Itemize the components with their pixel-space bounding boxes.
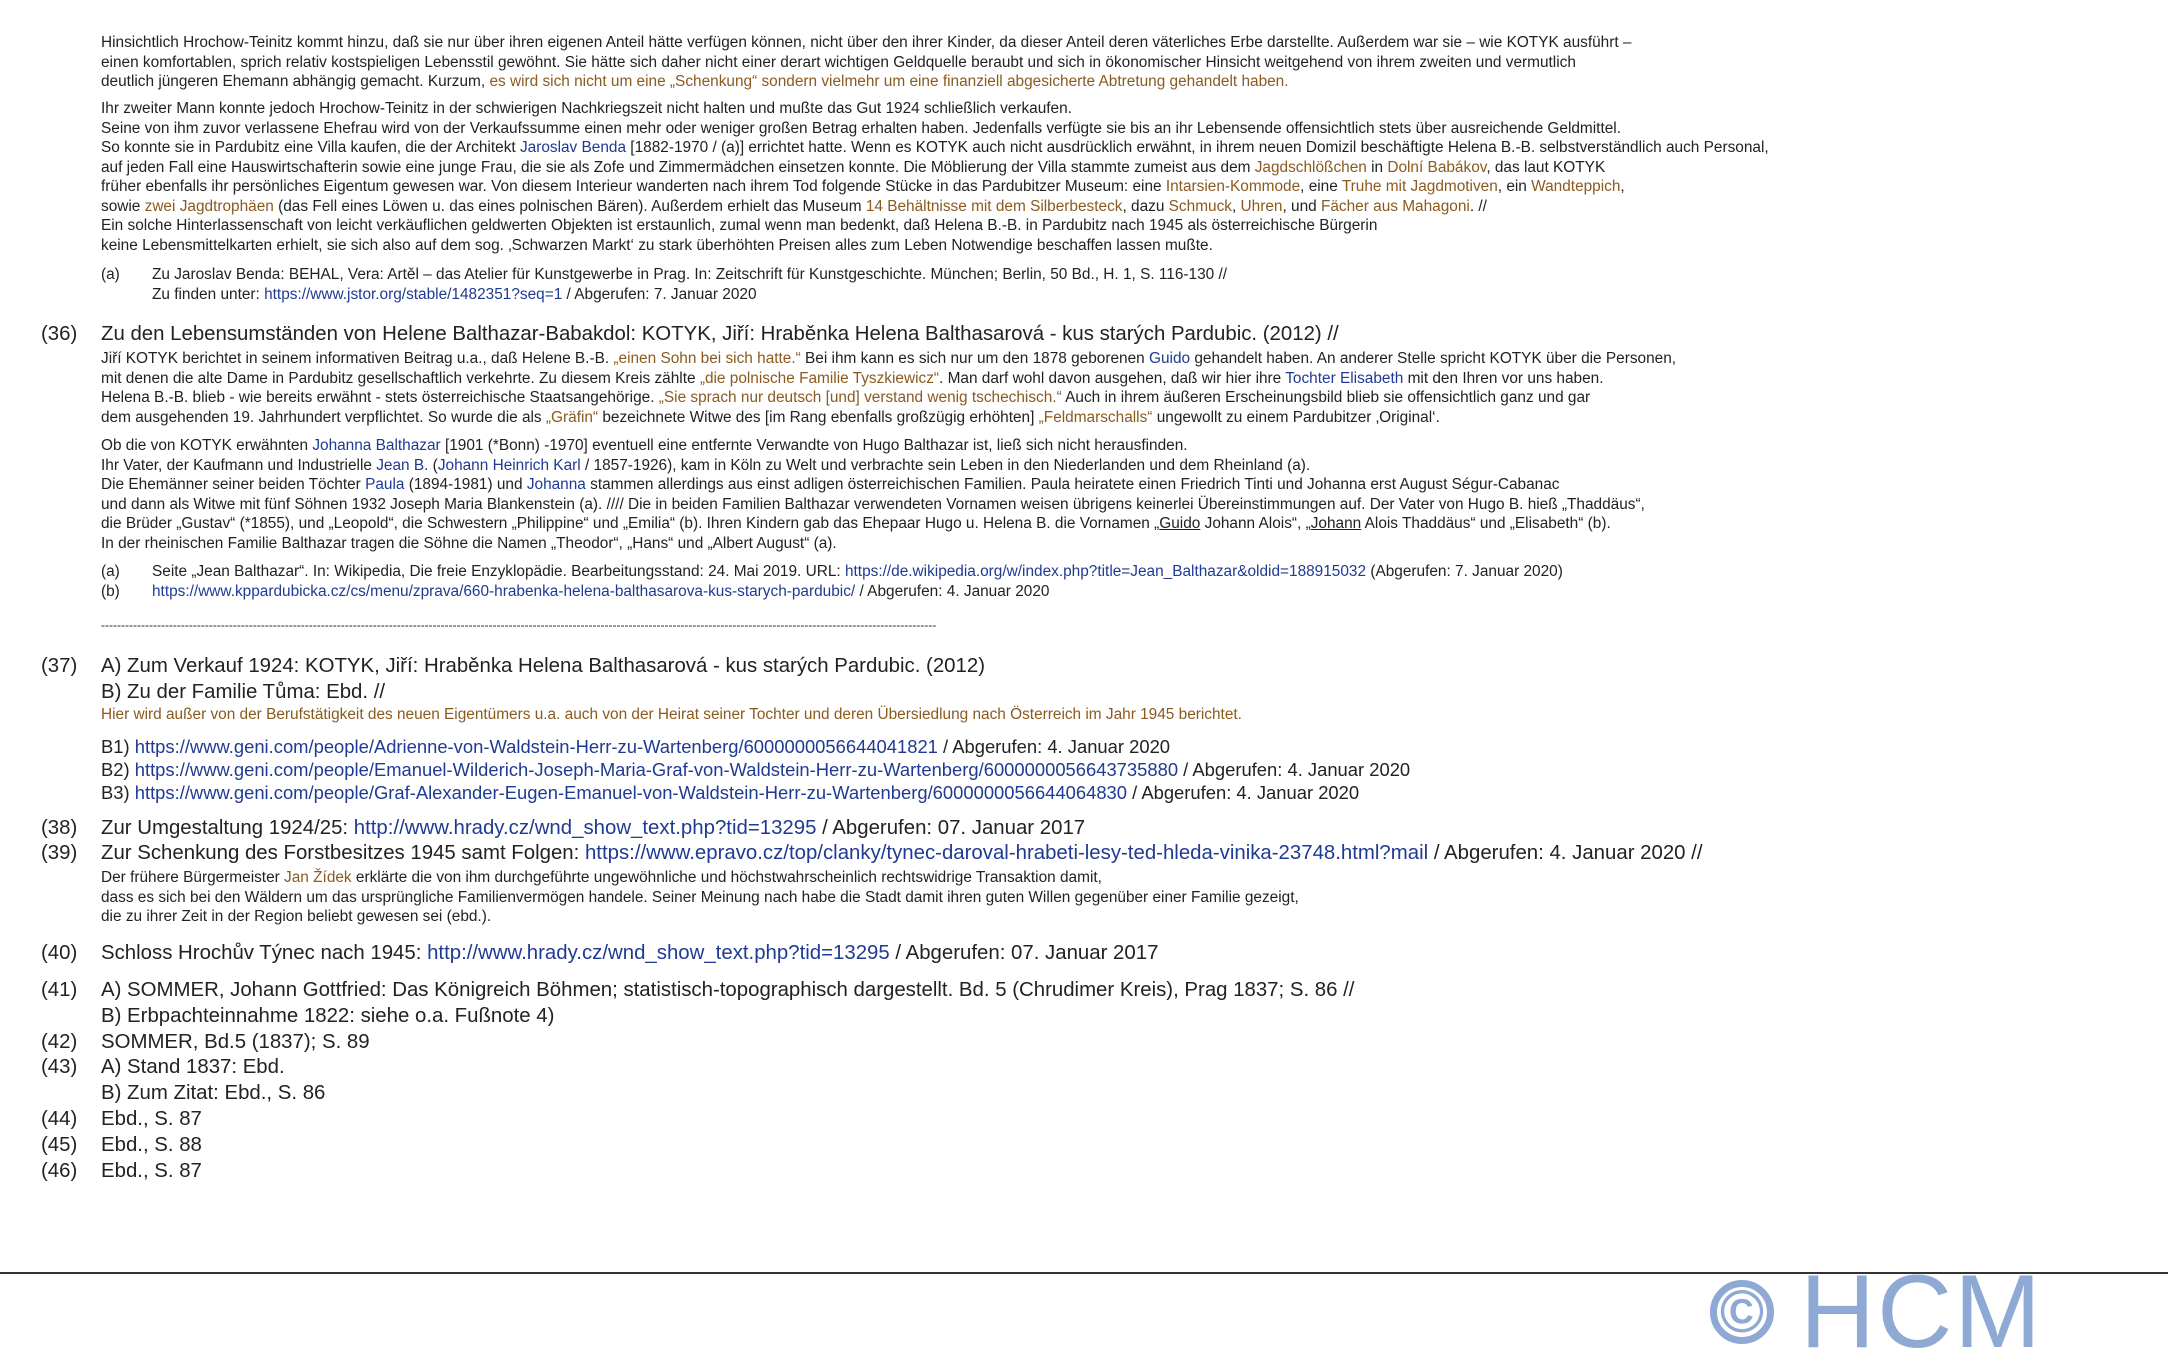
footnote-number-46: (46) <box>41 1160 78 1182</box>
text-line: die zu ihrer Zeit in der Region beliebt gewesen sei (ebd.). <box>101 908 492 925</box>
highlight-item: Uhren <box>1240 197 1283 215</box>
text: bezeichnete Witwe des [im Rang ebenfalls großzügig erhöhten] <box>598 408 1039 426</box>
text: , <box>1231 197 1241 215</box>
link-tochter-elisabeth[interactable]: Tochter Elisabeth <box>1285 369 1404 387</box>
text: Die Ehemänner seiner beiden Töchter <box>101 476 366 493</box>
link-wikipedia[interactable]: https://de.wikipedia.org/w/index.php?title=Jean_Balthazar&oldid=188915032 <box>844 563 1367 580</box>
text-line <box>101 158 2142 178</box>
label: B1) <box>101 736 135 757</box>
text-line: Seine von ihm zuvor verlassene Ehefrau wird von der Verkaufssumme einen mehr oder weniger großen Betrag erhalten haben. Jedenfalls verfügte sie bis an ihr Lebensende offensichtlich stets über ausreichende Geldmittel. <box>101 119 1621 137</box>
text-line <box>101 868 2142 888</box>
footnote-line <box>101 265 2142 285</box>
text: (das Fell eines Löwen u. das eines polnischen Bären). Außerdem erhielt das Museum <box>273 197 866 215</box>
text: mit denen die alte Dame in Pardubitz gesellschaftlich verkehrte. Zu diesem Kreis zählte <box>101 369 700 387</box>
text-line: einen komfortablen, sprich relativ kostspieligen Lebensstil gewöhnt. Sie hätte sich daher nicht einer derart wichtigen Geldquelle beraubt und sich in ökonomischer Hinsicht weitgehend von ihrem zweiten und vermutlich <box>101 53 1576 71</box>
text: Bei ihm kann es sich nur um den 1878 geborenen <box>800 350 1149 367</box>
text-line: Ebd., S. 87 <box>101 1160 202 1182</box>
ref-label: (a) <box>101 563 120 580</box>
footnote-number-44: (44) <box>41 1108 78 1130</box>
link-line <box>101 735 2142 758</box>
text-line: A) Stand 1837: Ebd. <box>101 1056 285 1078</box>
link-guido[interactable]: Guido <box>1149 350 1191 367</box>
highlight-dolni-babakov: Dolní Babákov <box>1387 158 1487 176</box>
footnote-45 <box>101 1133 2142 1159</box>
text: , das laut KOTYK <box>1486 158 1606 176</box>
text-line <box>101 408 2142 428</box>
text-line: Ebd., S. 87 <box>101 1108 202 1130</box>
footnote-46 <box>101 1159 2142 1185</box>
text-line <box>101 72 2142 92</box>
text-line: Hinsichtlich Hrochow-Teinitz kommt hinzu, daß sie nur über ihren eigenen Anteil hätte verfügen können, nicht über den ihrer Kinder, da dieser Anteil deren väterliches Erbe darstellte. Außerdem war sie – wie KOTYK ausführt – <box>101 34 1632 51</box>
link-johanna[interactable]: Johanna <box>526 476 586 493</box>
ref-label: (b) <box>101 582 120 600</box>
hcm-logo <box>1710 1254 2043 1370</box>
link-geni-adrienne[interactable]: https://www.geni.com/people/Adrienne-von-Waldstein-Herr-zu-Wartenberg/6000000056644041821 <box>134 736 938 757</box>
highlight-jagdschloesschen: Jagdschlößchen <box>1254 158 1367 176</box>
text-line: SOMMER, Bd.5 (1837); S. 89 <box>101 1031 370 1053</box>
text-line <box>101 816 2142 842</box>
link-geni-emanuel[interactable]: https://www.geni.com/people/Emanuel-Wilderich-Joseph-Maria-Graf-von-Waldstein-Herr-zu-Wartenberg/6000000056643735880 <box>134 759 1179 780</box>
footnote-37-links <box>101 735 2142 804</box>
text: ungewollt zu einem Pardubitzer ‚Original‘. <box>1152 408 1440 426</box>
heading: A) Zum Verkauf 1924: KOTYK, Jiří: Hraběnka Helena Balthasarová - kus starých Pardubic. (2012) <box>101 655 985 677</box>
footnote-number-40: (40) <box>41 942 78 964</box>
text: Auch in ihrem äußeren Erscheinungsbild blieb sie offensichtlich ganz und gar <box>1061 389 1591 406</box>
text-line: In der rheinischen Familie Balthazar tragen die Söhne die Namen „Theodor“, „Hans“ und „Albert August“ (a). <box>101 534 837 552</box>
copyright-icon: © <box>1710 1280 1774 1344</box>
text: , dazu <box>1122 197 1169 215</box>
text-line <box>101 941 2142 967</box>
text-line <box>101 197 2142 217</box>
paragraph-1 <box>101 33 2142 92</box>
underlined-name: Guido <box>1159 515 1201 532</box>
text: Ob die von KOTYK erwähnten <box>101 437 313 454</box>
text: Helena B.-B. blieb - wie bereits erwähnt - stets österreichische Staatsangehörige. <box>101 389 659 406</box>
quote: „die polnische Familie Tyszkiewicz“ <box>699 369 940 387</box>
link-geni-alexander[interactable]: https://www.geni.com/people/Graf-Alexander-Eugen-Emanuel-von-Waldstein-Herr-zu-Wartenberg/6000000056644064830 <box>134 782 1128 803</box>
footnote-39-body <box>101 868 2142 927</box>
text: [1901 (*Bonn) -1970] eventuell eine entfernte Verwandte von Hugo Balthazar ist, ließ sich nicht herausfinden. <box>440 437 1188 454</box>
highlight-item: Wandteppich <box>1531 178 1621 195</box>
text: ( <box>428 456 438 474</box>
underlined-name: Johann <box>1310 515 1362 532</box>
ref-line <box>101 562 2142 582</box>
text: / 1857-1926), kam in Köln zu Welt und verbrachte sein Leben in den Niederlanden und dem Rheinland (a). <box>580 456 1311 474</box>
footnote-number-42: (42) <box>41 1031 78 1053</box>
quote: „Gräfin“ <box>545 408 599 426</box>
note: Hier wird außer von der Berufstätigkeit des neuen Eigentümers u.a. auch von der Heirat seiner Tochter und deren Übersiedlung nach Österreich im Jahr 1945 berichtet. <box>101 706 1242 723</box>
footnote-number-38: (38) <box>41 817 78 839</box>
text: Zu finden unter: <box>152 285 265 303</box>
footnote-number-37: (37) <box>41 655 78 677</box>
text-line: und dann als Witwe mit fünf Söhnen 1932 Joseph Maria Blankenstein (a). //// Die in beiden Familien Balthazar verwendeten Vornamen weisen übrigens keinerlei Übereinstimmungen auf. Der Vater von Hugo B. hieß „Thaddäus“, <box>101 495 1645 513</box>
label: B3) <box>101 782 135 803</box>
text-line: A) SOMMER, Johann Gottfried: Das Königreich Böhmen; statistisch-topographisch dargestellt. Bd. 5 (Chrudimer Kreis), Prag 1837; S. 86 // <box>101 979 1355 1001</box>
text-line <box>101 138 2142 158</box>
text: in <box>1366 158 1388 176</box>
text-line: B) Zum Zitat: Ebd., S. 86 <box>101 1081 326 1104</box>
quote: „Feldmarschalls“ <box>1038 408 1153 426</box>
text: [1882-1970 / (a)] errichtet hatte. Wenn es KOTYK auch nicht ausdrücklich erwähnt, in ihrem neuen Domizil beschäftigte Helena B.-B. selbstverständlich auch Personal, <box>626 139 1769 156</box>
footnote-36-refs <box>101 562 2142 601</box>
quote: „einen Sohn bei sich hatte.“ <box>613 350 801 367</box>
text: die Brüder „Gustav“ (*1855), und „Leopold“, die Schwestern „Philippine“ und „Emilia“ (b). Ihren Kindern gab das Ehepaar Hugo u. Helena B. die Vornamen „ <box>101 515 1160 532</box>
text: dem ausgehenden 19. Jahrhundert verpflichtet. So wurde die als <box>101 408 546 426</box>
text: Johann Alois“, „ <box>1200 515 1311 532</box>
text: Seite „Jean Balthazar“. In: Wikipedia, Die freie Enzyklopädie. Bearbeitungsstand: 24. Mai 2019. URL: <box>152 563 845 580</box>
text: deutlich jüngeren Ehemann abhängig gemacht. Kurzum, <box>101 73 490 90</box>
link-epravo[interactable]: https://www.epravo.cz/top/clanky/tynec-daroval-hrabeti-lesy-ted-hleda-vinika-23748.html?mail <box>584 842 1429 864</box>
footnote-number-41: (41) <box>41 979 78 1001</box>
link-paula[interactable]: Paula <box>365 476 405 493</box>
text: Der frühere Bürgermeister <box>101 869 285 886</box>
footnote-number-39: (39) <box>41 842 78 864</box>
text: Zur Umgestaltung 1924/25: <box>101 817 354 839</box>
text: / Abgerufen: 4. Januar 2020 // <box>1428 842 1703 864</box>
text: / Abgerufen: 07. Januar 2017 <box>816 817 1086 839</box>
link-johanna-balthazar[interactable]: Johanna Balthazar <box>312 437 441 454</box>
text: / Abgerufen: 4. Januar 2020 <box>937 736 1171 757</box>
footnote-line <box>101 285 2142 305</box>
text: , ein <box>1497 178 1532 195</box>
text-line: Ebd., S. 88 <box>101 1134 202 1156</box>
text-line <box>101 177 2142 197</box>
text-line <box>101 514 2142 534</box>
text: Zu Jaroslav Benda: BEHAL, Vera: Artěl – das Atelier für Kunstgewerbe in Prag. In: Zeitschrift für Kunstgeschichte. München; Berlin, 50 Bd., H. 1, S. 116-130 // <box>152 266 1228 283</box>
text: (Abgerufen: 7. Januar 2020) <box>1366 563 1563 580</box>
footnote-41 <box>101 978 2142 1029</box>
text: / Abgerufen: 7. Januar 2020 <box>562 285 757 303</box>
heading: B) Zu der Familie Tůma: Ebd. // <box>101 680 386 703</box>
text-line <box>101 475 2142 495</box>
brand-text: HCM <box>1800 1254 2043 1370</box>
footnote-label: (a) <box>101 266 120 283</box>
highlight-item: zwei Jagdtrophäen <box>144 197 274 215</box>
text: stammen allerdings aus einst adligen österreichischen Familien. Paula heiratete einen Friedrich Tinti und Johanna erst August Ségur-Cabanac <box>585 476 1560 493</box>
footnote-36-body-2 <box>101 436 2142 553</box>
paragraph-2 <box>101 99 2142 255</box>
footnote-40 <box>101 941 2142 967</box>
text: sowie <box>101 197 145 215</box>
text-line: dass es sich bei den Wäldern um das ursprüngliche Familienvermögen handele. Seiner Meinung nach habe die Stadt damit ihren guten Willen gegenüber einer Familie gezeigt, <box>101 888 1299 906</box>
text: erklärte die von ihm durchgeführte ungewöhnliche und höchstwahrscheinlich rechtswidrige Transaktion damit, <box>351 869 1102 886</box>
footnote-37-heading <box>101 654 2142 705</box>
text: gehandelt haben. An anderer Stelle spricht KOTYK über die Personen, <box>1190 350 1677 367</box>
highlight-item: Fächer aus Mahagoni <box>1320 197 1470 215</box>
text: / Abgerufen: 4. Januar 2020 <box>1127 782 1360 803</box>
highlight-jan-zidek: Jan Žídek <box>284 869 352 886</box>
text-line: Ein solche Hinterlassenschaft von leicht verkäuflichen geldwerten Objekten ist erstaunlich, zumal wenn man bedenkt, daß Helena B.-B. in Pardubitz nach 1945 als österreichische Bürgerin <box>101 217 1378 234</box>
highlighted-quote: es wird sich nicht um eine „Schenkung“ sondern vielmehr um eine finanziell abgesicherte Abtretung gehandelt haben. <box>489 73 1289 90</box>
text: . Man darf wohl davon ausgehen, daß wir hier ihre <box>939 369 1286 387</box>
highlight-item: Intarsien-Kommode <box>1165 178 1301 195</box>
highlight-item: 14 Behältnisse mit dem Silberbesteck <box>865 197 1123 215</box>
text: / Abgerufen: 4. Januar 2020 <box>1178 759 1411 780</box>
text: auf jeden Fall eine Hauswirtschafterin sowie eine junge Frau, die sie als Zofe und Zimmermädchen einsetzen konnte. Die Möblierung der Villa stammte zumeist aus dem <box>101 158 1255 176</box>
text: Schloss Hrochův Týnec nach 1945: <box>101 942 428 964</box>
text: . // <box>1469 197 1487 215</box>
text: mit den Ihren vor uns haben. <box>1403 369 1604 387</box>
text-line <box>101 349 2142 369</box>
text: , und <box>1282 197 1321 215</box>
heading: Zu den Lebensumständen von Helene Balthazar-Babakdol: KOTYK, Jiří: Hraběnka Helena Balthasarová - kus starých Pardubic. (2012) // <box>101 323 1339 345</box>
text: Ihr Vater, der Kaufmann und Industrielle <box>101 456 377 474</box>
link-johann-heinrich-karl[interactable]: Johann Heinrich Karl <box>437 456 581 474</box>
link-jean-b[interactable]: Jean B. <box>376 456 429 474</box>
footnote-number-43: (43) <box>41 1056 78 1078</box>
ref-line <box>101 582 2142 602</box>
footnote-42 <box>101 1030 2142 1056</box>
link-jstor[interactable]: https://www.jstor.org/stable/1482351?seq=1 <box>264 285 563 303</box>
text: , <box>1620 178 1625 195</box>
footnote-37-note <box>101 705 2142 725</box>
text: Zur Schenkung des Forstbesitzes 1945 samt Folgen: <box>101 842 585 864</box>
label: B2) <box>101 759 135 780</box>
text: Jiří KOTYK berichtet in seinem informativen Beitrag u.a., daß Helene B.-B. <box>101 350 614 367</box>
text-line <box>101 369 2142 389</box>
link-hrady[interactable]: http://www.hrady.cz/wnd_show_text.php?tid=13295 <box>427 942 890 964</box>
footnote-a <box>101 265 2142 304</box>
footnote-44 <box>101 1107 2142 1133</box>
link-line <box>101 781 2142 804</box>
footnote-36-heading <box>101 322 2142 348</box>
divider: ----------------------------------------------------------------------------------------------------------------------------------------------------------------------------------------------------------------- <box>101 618 937 632</box>
text: früher ebenfalls ihr persönliches Eigentum gewesen war. Von diesem Interieur wanderten nach ihrem Tod folgende Stücke in das Pardubitzer Museum: eine <box>101 178 1166 195</box>
link-kppardubicka[interactable]: https://www.kppardubicka.cz/cs/menu/zprava/660-hrabenka-helena-balthasarova-kus-starych-pardubic/ <box>152 582 856 600</box>
text-line <box>101 841 2142 867</box>
quote: „Sie sprach nur deutsch [und] verstand wenig tschechisch.“ <box>658 389 1062 406</box>
footnote-number-45: (45) <box>41 1134 78 1156</box>
highlight-item: Schmuck <box>1168 197 1232 215</box>
text: , eine <box>1300 178 1342 195</box>
text: / Abgerufen: 07. Januar 2017 <box>889 942 1159 964</box>
text-line: Ihr zweiter Mann konnte jedoch Hrochow-Teinitz in der schwierigen Nachkriegszeit nicht halten und mußte das Gut 1924 schließlich verkaufen. <box>101 100 1072 117</box>
link-line <box>101 758 2142 781</box>
footnote-number-36: (36) <box>41 323 78 345</box>
text-line <box>101 456 2142 476</box>
highlight-item: Truhe mit Jagdmotiven <box>1341 178 1498 195</box>
link-hrady[interactable]: http://www.hrady.cz/wnd_show_text.php?tid=13295 <box>353 817 817 839</box>
footnote-36-body-1 <box>101 349 2142 427</box>
text: Alois Thaddäus“ und „Elisabeth“ (b). <box>1361 515 1611 532</box>
text-line <box>101 388 2142 408</box>
text-line: B) Erbpachteinnahme 1822: siehe o.a. Fußnote 4) <box>101 1004 555 1027</box>
divider-line <box>101 616 1101 636</box>
footnote-39 <box>101 841 2142 867</box>
link-jaroslav-benda[interactable]: Jaroslav Benda <box>519 139 627 156</box>
footnote-43 <box>101 1055 2142 1106</box>
text-line: keine Lebensmittelkarten erhielt, sie sich also auf dem sog. ‚Schwarzen Markt‘ zu stark überhöhten Preisen alles zum Leben Notwendige beschaffen lassen mußte. <box>101 236 1213 254</box>
text-line <box>101 436 2142 456</box>
text: (1894-1981) und <box>404 476 527 493</box>
text: So konnte sie in Pardubitz eine Villa kaufen, die der Architekt <box>101 139 520 156</box>
footnote-38 <box>101 816 2142 842</box>
text: / Abgerufen: 4. Januar 2020 <box>855 582 1050 600</box>
